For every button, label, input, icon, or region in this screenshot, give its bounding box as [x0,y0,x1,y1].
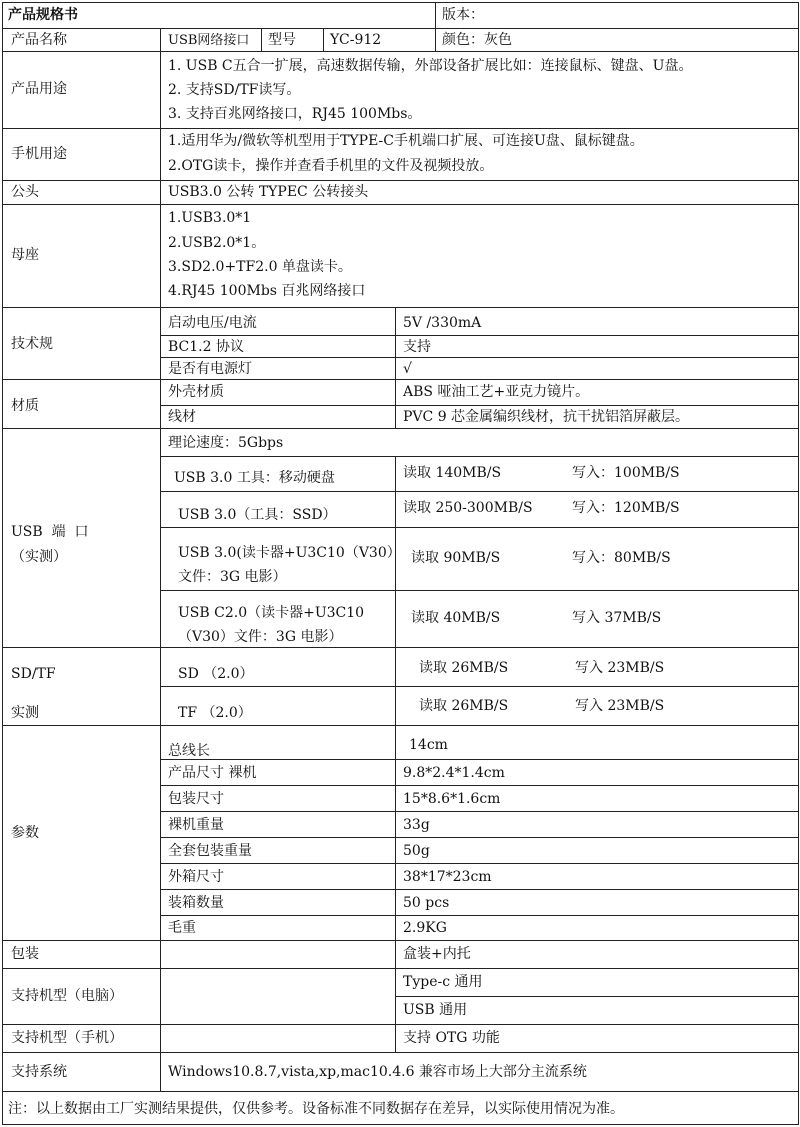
footnote: 注：以上数据由工厂实测结果提供，仅供参考。设备标准不同数据存在差异，以实际使用情况为准。 [8,1101,624,1117]
tech-spec-value: 支持 [403,339,431,355]
female-ports-label: 母座 [11,247,39,263]
sdtf-label: SD/TF [11,666,56,682]
male-connector-value: USB3.0 公转 TYPEC 公转接头 [168,184,369,200]
material-name: 外壳材质 [168,384,224,400]
product-name-label: 产品名称 [11,32,67,48]
table-rule [160,527,799,528]
usb-test-name: USB 3.0(读卡器+U3C10（V30） [178,545,401,561]
usb-test-write: 写入：80MB/S [572,550,671,566]
model-number: YC-912 [330,32,382,48]
param-value: 2.9KG [403,920,447,936]
table-divider [395,307,396,429]
table-divider [160,28,161,52]
table-rule [395,996,799,997]
doc-title: 产品规格书 [8,7,78,23]
material-value: PVC 9 芯金属编织线材，抗干扰铝箔屏蔽层。 [403,409,690,425]
param-name: 产品尺寸 裸机 [168,765,257,781]
sdtf-test-write: 写入 23MB/S [575,660,665,676]
usb-test-read: 读取 140MB/S [403,465,502,481]
table-border-left [2,2,3,1125]
power-light-check: √ [403,361,412,377]
support-pc-value: Type-c 通用 [403,974,483,990]
usb-test-name: USB 3.0 工具：移动硬盘 [174,470,335,486]
tech-spec-name: BC1.2 协议 [168,339,244,355]
param-name: 毛重 [168,920,196,936]
param-value: 50g [403,843,430,859]
support-pc-label: 支持机型（电脑） [11,988,123,1004]
table-rule [2,1024,799,1025]
material-label: 材质 [11,398,39,414]
usb-test-write: 写入 37MB/S [572,610,662,626]
table-rule [160,863,799,864]
table-rule [2,968,799,969]
support-pc-value: USB 通用 [403,1002,468,1018]
table-divider [435,2,436,52]
phone-usage-line: 2.OTG读卡，操作并查看手机里的文件及视频投放。 [168,158,494,174]
table-rule [2,725,799,726]
sdtf-test-read: 读取 26MB/S [419,660,509,676]
table-rule [2,428,799,429]
param-name: 裸机重量 [168,817,224,833]
param-value: 9.8*2.4*1.4cm [403,765,505,781]
color-field: 颜色：灰色 [442,32,512,48]
table-rule [160,811,799,812]
female-port-line: 3.SD2.0+TF2.0 单盘读卡。 [168,259,352,275]
table-rule [160,837,799,838]
female-port-line: 4.RJ45 100Mbs 百兆网络接口 [168,283,366,299]
model-label: 型号 [268,32,296,48]
table-rule [2,647,799,648]
support-os-label: 支持系统 [11,1064,67,1080]
phone-usage-label: 手机用途 [11,146,67,162]
table-rule [2,28,799,29]
sdtf-test-read: 读取 26MB/S [419,698,509,714]
table-rule [2,940,799,941]
table-border-bottom [2,1124,799,1125]
male-connector-label: 公头 [11,184,39,200]
usb-port-label-sub: （实测） [11,549,67,565]
tech-spec-label: 技术规 [11,336,53,352]
table-rule [2,1052,799,1053]
param-value: 14cm [409,737,448,753]
usb-test-name-line2: 文件：3G 电影） [178,569,287,585]
support-os-value: Windows10.8.7,vista,xp,mac10.4.6 兼容市场上大部分主流系统 [168,1064,587,1080]
support-phone-value: 支持 OTG 功能 [403,1030,500,1046]
product-name: USB网络接口 [168,33,250,48]
param-name: 总线长 [168,743,210,759]
tech-spec-name: 是否有电源灯 [168,361,252,377]
sdtf-label-sub: 实测 [11,705,39,721]
material-value: ABS 哑油工艺+亚克力镜片。 [403,384,590,400]
table-divider [160,51,161,307]
param-value: 50 pcs [403,895,450,911]
packaging-label: 包装 [11,946,39,962]
usb-theory-speed: 理论速度：5Gbps [168,435,284,451]
usb-test-name: USB 3.0（工具：SSD） [178,507,337,523]
phone-usage-line: 1.适用华为/微软等机型用于TYPE-C手机端口扩展、可连接U盘、鼠标键盘。 [168,133,644,149]
table-rule [160,491,799,492]
param-name: 外箱尺寸 [168,869,224,885]
usb-test-read: 读取 90MB/S [411,550,501,566]
usb-test-name: USB C2.0（读卡器+U3C10 [178,605,365,621]
table-divider [160,307,161,1092]
table-rule [160,889,799,890]
female-port-line: 1.USB3.0*1 [168,210,252,226]
usb-test-read: 读取 40MB/S [411,610,501,626]
table-rule [2,379,799,380]
table-rule [2,51,799,52]
usb-test-write: 写入：120MB/S [572,500,680,516]
usb-test-read: 读取 250-300MB/S [403,500,533,516]
sdtf-test-name: TF （2.0） [178,705,252,721]
tech-spec-value: 5V /330mA [403,315,482,331]
table-divider [395,647,396,725]
param-name: 包装尺寸 [168,791,224,807]
usage-line: 3. 支持百兆网络接口，RJ45 100Mbs。 [168,106,422,122]
table-rule [2,128,799,129]
female-port-line: 2.USB2.0*1。 [168,235,266,251]
param-value: 38*17*23cm [403,869,492,885]
table-divider [261,28,262,52]
usage-label: 产品用途 [11,81,67,97]
table-rule [160,335,799,336]
usb-test-write: 写入：100MB/S [572,465,680,481]
table-rule [2,1091,799,1092]
table-rule [160,915,799,916]
usb-port-label: USB 端 口 [11,524,89,540]
sdtf-test-write: 写入 23MB/S [575,698,665,714]
param-value: 33g [403,817,430,833]
param-value: 15*8.6*1.6cm [403,791,501,807]
usb-test-name-line2: （V30）文件：3G 电影） [178,629,343,645]
table-rule [160,785,799,786]
table-rule [160,590,799,591]
support-phone-label: 支持机型（手机） [11,1030,123,1046]
tech-spec-name: 启动电压/电流 [168,315,257,331]
table-rule [160,405,799,406]
table-divider [323,28,324,52]
version-label: 版本： [442,7,484,23]
usage-line: 2. 支持SD/TF读写。 [168,82,301,98]
table-rule [160,357,799,358]
table-border-top [2,2,799,3]
table-rule [160,686,799,687]
params-label: 参数 [11,825,39,841]
param-name: 装箱数量 [168,895,224,911]
table-rule [2,307,799,308]
table-rule [2,204,799,205]
table-border-right [798,2,799,1125]
sdtf-test-name: SD （2.0） [178,666,254,682]
material-name: 线材 [168,409,196,425]
table-rule [2,180,799,181]
table-rule [160,759,799,760]
table-rule [160,456,799,457]
usage-line: 1. USB C五合一扩展，高速数据传输，外部设备扩展比如：连接鼠标、键盘、U盘。 [168,58,693,74]
param-name: 全套包装重量 [168,843,252,859]
packaging-value: 盒装+内托 [403,946,471,962]
table-divider [395,725,396,1052]
